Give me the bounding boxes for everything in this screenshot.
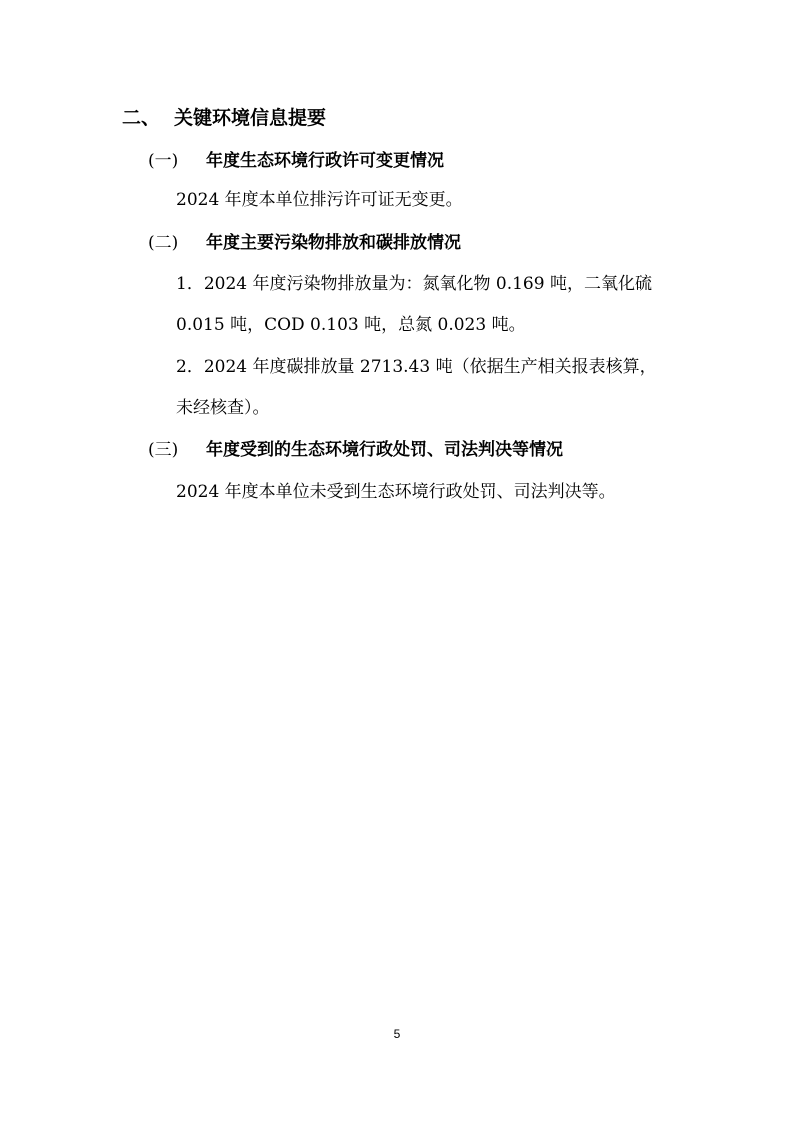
subsection-number: (三): [148, 440, 179, 460]
subsection-heading-2: [148, 232, 461, 254]
subsection-title: 年度主要污染物排放和碳排放情况: [206, 233, 461, 253]
paragraph: 2024 年度本单位排污许可证无变更。: [176, 190, 463, 210]
subsection-number: (二): [148, 233, 179, 253]
subsection-heading-3: [148, 439, 563, 461]
subsection-heading-1: [148, 150, 444, 172]
paragraph-line: 未经核查）。: [176, 398, 270, 418]
section-heading: [122, 106, 326, 130]
page-number: 5: [393, 1027, 401, 1041]
paragraph: 2024 年度本单位未受到生态环境行政处罚、司法判决等。: [176, 482, 616, 502]
section-title: 关键环境信息提要: [174, 107, 327, 129]
section-number: 二、: [122, 107, 161, 129]
paragraph-line: 1．2024 年度污染物排放量为：氮氧化物 0.169 吨，二氧化硫: [176, 274, 652, 294]
subsection-title: 年度生态环境行政许可变更情况: [206, 151, 444, 171]
paragraph-line: 0.015 吨，COD 0.103 吨，总氮 0.023 吨。: [176, 315, 526, 335]
paragraph-line: 2．2024 年度碳排放量 2713.43 吨（依据生产相关报表核算，: [176, 357, 657, 377]
subsection-title: 年度受到的生态环境行政处罚、司法判决等情况: [206, 440, 563, 460]
subsection-number: (一): [148, 151, 179, 171]
